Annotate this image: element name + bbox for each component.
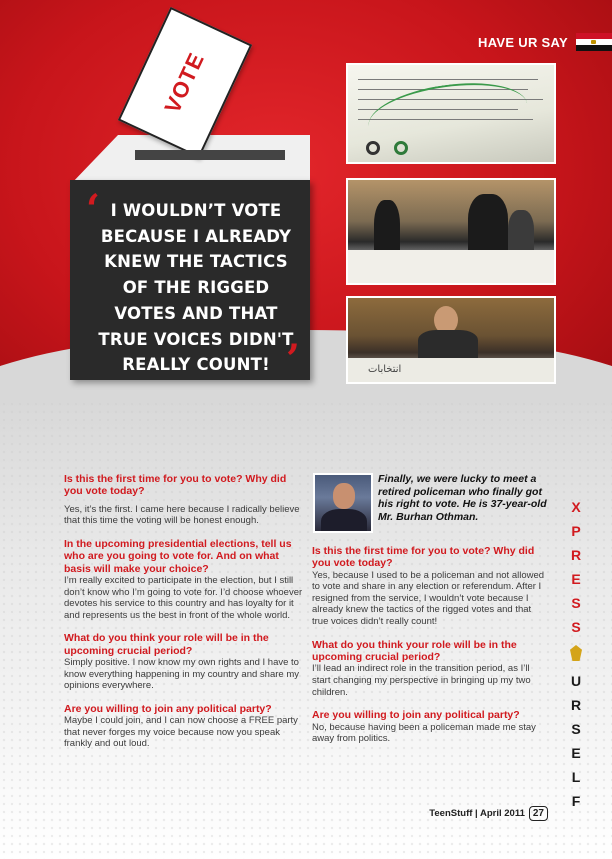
question: Is this the first time for you to vote? Why did you vote today?	[64, 473, 287, 498]
question: What do you think your role will be in the upcoming crucial period?	[312, 638, 517, 664]
question: Is this the first time for you to vote? Why did you vote today?	[312, 545, 535, 570]
xpress-urself-label	[565, 495, 587, 813]
page-footer	[429, 806, 548, 821]
answer: Maybe I could join, and I can now choose a FREE party that never forges my voice because now you speak frankly and out loud.	[64, 715, 298, 750]
side-letter: R	[570, 547, 582, 563]
section-title: HAVE UR SAY	[478, 34, 568, 50]
question: What do you think your role will be in the upcoming crucial period?	[64, 632, 269, 657]
side-letter: E	[571, 745, 581, 761]
pull-quote: I WOULDN’T VOTE BECAUSE I ALREADY KNEW THE TACTICS OF THE RIGGED VOTES AND THAT TRUE VOICES DIDN'T REALLY COUNT!	[98, 201, 294, 375]
question: Are you willing to join any political party?	[64, 702, 272, 715]
egypt-flag-icon	[576, 33, 612, 51]
side-letter: S	[571, 619, 581, 635]
answer: Yes, it’s the first. I came here because I radically believe that this time the voting will be honest enough.	[64, 503, 300, 527]
left-column	[64, 473, 304, 761]
quote-open-mark: ‘	[86, 186, 100, 233]
side-letter: S	[571, 721, 581, 737]
side-letter: X	[571, 499, 581, 515]
voter-at-table-photo	[346, 296, 556, 384]
interviewee-intro: Finally, we were lucky to meet a retired policeman who finally got his right to vote. He is 37-year-old Mr. Burhan Othman.	[378, 473, 547, 523]
interviewee-portrait	[313, 473, 373, 533]
ballot-card-label: VOTE	[159, 48, 210, 117]
eagle-emblem-icon	[568, 643, 584, 665]
answer: Simply positive. I now know my own rights and I have to know everything happening in my country and share my opinions everywhere.	[64, 657, 299, 692]
side-letter: F	[571, 793, 581, 809]
right-column	[312, 545, 548, 756]
section-header	[478, 30, 612, 54]
question: In the upcoming presidential elections, tell us who are you going to vote for. And on what basis will make your choice?	[64, 537, 292, 575]
side-letter: S	[571, 595, 581, 611]
side-letter: P	[571, 523, 581, 539]
voting-station-photo	[346, 178, 556, 285]
answer: I’m really excited to participate in the election, but I still don’t know who I’m going to vote for. I’d choose whoever devotes his service to this country and has loyalty for it and represents us the best in front of the whole world.	[64, 575, 303, 621]
side-letter: L	[571, 769, 581, 785]
footer-text: TeenStuff | April 2011	[429, 808, 525, 819]
answer: Yes, because I used to be a policeman and not allowed to vote and share in any election or referendum. After I resigned from the service, I wouldn’t vote because I already knew the tactics of the rigged votes and that true voices didn’t really count!	[312, 569, 545, 628]
side-letter: U	[570, 673, 582, 689]
side-letter: R	[570, 697, 582, 713]
ballot-box-slot	[135, 150, 285, 160]
side-letter: E	[571, 571, 581, 587]
photo-caption: انتخابات	[368, 364, 402, 375]
quote-close-mark: ’	[286, 336, 300, 383]
question: Are you willing to join any political party?	[312, 709, 520, 722]
page-number: 27	[529, 806, 548, 821]
answer: No, because having been a policeman made me stay away from politics.	[312, 721, 536, 745]
answer: I’ll lead an indirect role in the transition period, as I’ll start changing my perspective in bringing up my two children.	[312, 663, 531, 698]
ballot-paper-photo	[346, 63, 556, 164]
